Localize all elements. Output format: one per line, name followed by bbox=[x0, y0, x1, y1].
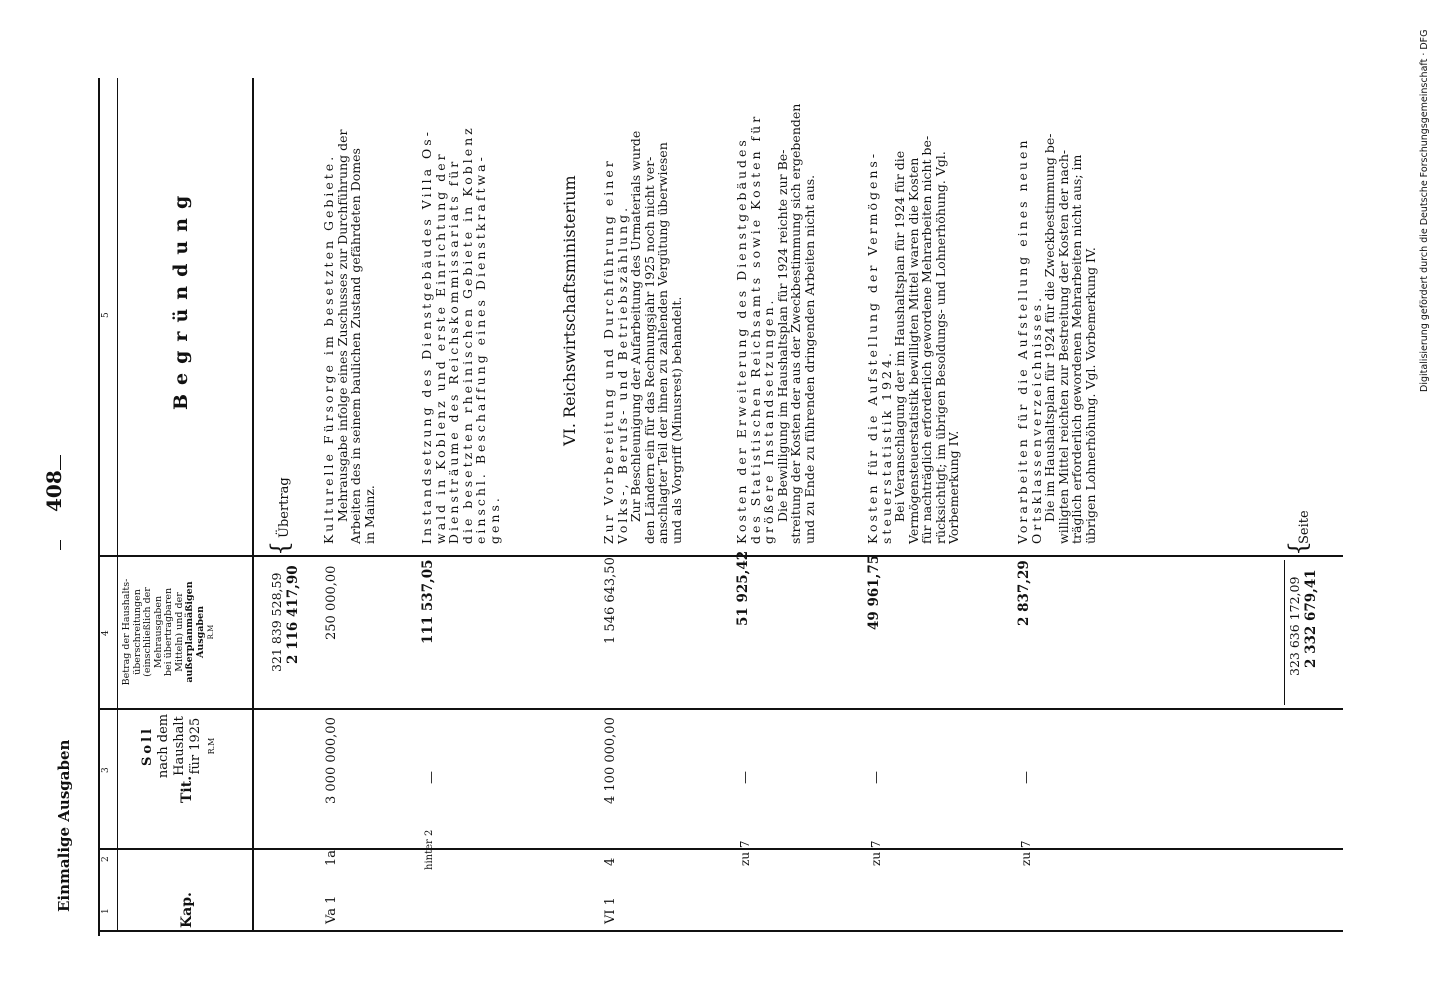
row-1-kap: Va 1 bbox=[324, 895, 339, 924]
column-header-betrag: Betrag der Haushalts- überschreitungen (einschließlich der Mehrausgaben bei übertragbaren Mitteln) und der außerplanmäßigen Ausgaben R.M bbox=[121, 578, 215, 686]
row-5-betrag: 49 961,75 bbox=[866, 554, 882, 630]
column-header-kap: Kap. bbox=[179, 892, 195, 928]
page-number-dash-right bbox=[60, 455, 61, 470]
header-bottom-line bbox=[252, 78, 254, 930]
frame-bottom-line bbox=[98, 930, 1343, 932]
row-2-text: Instandsetzung des Dienstgebäudes Villa Os- wald in Koblenz und erste Einrichtung der Diensträume des Reichskommissariats für die besetzten rheinischen Gebiete in Koblenz einschl. Beschaffung eines Dienstkraftwa- gens. bbox=[419, 125, 502, 544]
frame-top-line bbox=[98, 78, 100, 936]
column-header-begruendung: Begründung bbox=[170, 186, 192, 410]
col-divider-kap-tit bbox=[98, 848, 1343, 850]
row-3-tit: 4 bbox=[603, 857, 618, 866]
row-1-text: Kulturelle Fürsorge im besetzten Gebiete. Mehrausgabe infolge eines Zuschusses zur Durchführung der Arbeiten des in seinem baulichen Zustand gefährdeten Domes in Mainz. bbox=[321, 129, 377, 544]
col-number-5: 5 bbox=[101, 312, 111, 318]
total-value-2: 2 332 679,41 bbox=[1303, 569, 1319, 668]
row-3-kap: VI 1 bbox=[603, 897, 618, 924]
row-2-tit: hinter 2 bbox=[424, 829, 435, 870]
carry-value-2: 2 116 417,90 bbox=[285, 565, 301, 664]
col-number-1: 1 bbox=[101, 908, 111, 914]
row-3-betrag: 1 546 643,50 bbox=[603, 557, 618, 644]
total-rule-line bbox=[1284, 560, 1285, 705]
carry-brace: { bbox=[266, 540, 294, 556]
section-heading: VI. Reichswirtschaftsministerium bbox=[560, 175, 579, 446]
total-label: Seite bbox=[1297, 510, 1312, 544]
row-6-text: Vorarbeiten für die Aufstellung eines neuen Ortsklassenverzeichnisses. Die im Haushaltsplan für 1924 für die Zweckbestimmung be- willigten Mittel reichten zur Bestreitung der Kosten der nach- träglich erforderlich gewordenen Mehrarbeiten nicht aus; im übrigen Lohnerhöhung. Vgl. Vorbemerkung IV. bbox=[1015, 133, 1098, 544]
section-label: Einmalige Ausgaben bbox=[55, 739, 73, 912]
side-note: Digitalisierung gefördert durch die Deutsche Forschungsgemeinschaft · DFG bbox=[1419, 29, 1430, 392]
row-6-soll: — bbox=[1019, 771, 1034, 784]
total-value-1: 323 636 172,09 bbox=[1287, 576, 1302, 676]
row-6-betrag: 2 837,29 bbox=[1016, 560, 1032, 626]
carry-label: Übertrag bbox=[277, 477, 292, 538]
column-header-soll: Soll nach dem Haushalt für 1925 R.M bbox=[140, 713, 216, 779]
row-1-betrag: 250 000,00 bbox=[324, 565, 339, 640]
row-6-tit: zu 7 bbox=[1019, 840, 1033, 866]
column-header-tit: Tit. bbox=[179, 775, 195, 803]
row-4-tit: zu 7 bbox=[738, 840, 752, 866]
col-number-3: 3 bbox=[101, 767, 111, 773]
row-3-soll: 4 100 000,00 bbox=[603, 717, 618, 804]
row-1-soll: 3 000 000,00 bbox=[324, 717, 339, 804]
col-number-4: 4 bbox=[101, 630, 111, 636]
col-number-2: 2 bbox=[101, 856, 111, 862]
row-4-soll: — bbox=[738, 771, 753, 784]
row-4-betrag: 51 925,42 bbox=[735, 550, 751, 626]
col-divider-tit-soll bbox=[98, 708, 1343, 710]
row-4-text: Kosten der Erweiterung des Dienstgebäudes des Statistischen Reichsamts sowie Kosten für größere Instandsetzungen. Die Bewilligung im Haushaltsplan für 1924 reichte zur Be- streitung der Kosten der aus der Zweckbestimmung sich ergebenden und zu Ende zu führenden dringenden Arbeiten nicht aus. bbox=[734, 103, 817, 544]
row-2-betrag: 111 537,05 bbox=[420, 559, 436, 644]
page-number-dash-left bbox=[60, 540, 61, 550]
page-number: 408 bbox=[42, 470, 66, 512]
row-5-tit: zu 7 bbox=[869, 840, 883, 866]
row-5-text: Kosten für die Aufstellung der Vermögens- steuerstatistik 1924. Bei Veranschlagung der im Haushaltsplan für 1924 für die Vermögensteuerstatistik bewilligten Mittel waren die Kosten für nachträglich erforderlich gewordene Mehrarbeiten nicht be- rücksichtigt; im übrigen Besoldungs- und Lohnerhöhung. Vgl. Vorbemerkung IV. bbox=[865, 135, 961, 544]
row-3-text: Zur Vorbereitung und Durchführung einer Volks-, Berufs- und Betriebszählung. Zur Beschleunigung der Aufarbeitung des Urmaterials wurde den Ländern ein für das Rechnungsjahr 1925 noch nicht ver- anschlagter Teil der ihnen zu zahlenden Vergütung überwiesen und als Vorgriff (Minusrest) behandelt. bbox=[601, 130, 684, 544]
row-1-tit: 1a bbox=[324, 849, 339, 866]
row-2-soll: — bbox=[424, 771, 439, 784]
header-separator-line bbox=[117, 78, 118, 930]
total-brace: { bbox=[1284, 540, 1312, 556]
row-5-soll: — bbox=[869, 771, 884, 784]
carry-value-1: 321 839 528,59 bbox=[269, 572, 284, 672]
